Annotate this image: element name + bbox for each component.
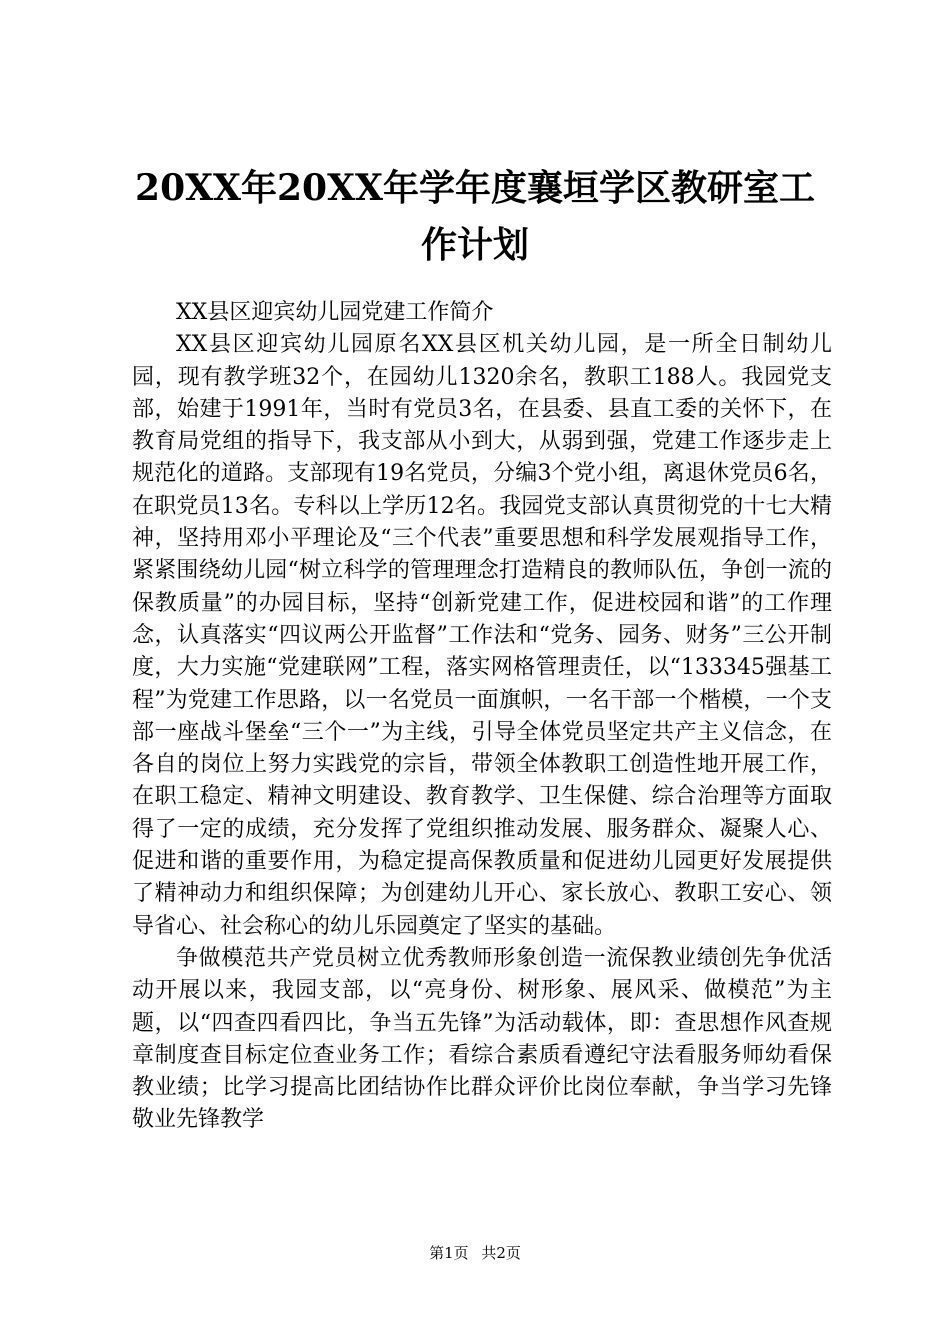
page-number-total: 共2页 [481,1244,521,1262]
document-body [132,297,832,1137]
paragraph-activities: 争做模范共产党员树立优秀教师形象创造一流保教业绩创先争优活动开展以来，我园支部，以“亮身份、树形象、展风采、做模范”为主题，以“四查四看四比，争当五先锋”为活动载体，即：查思想作风查规章制度查目标定位查业务工作；看综合素质看遵纪守法看服务师幼看保教业绩；比学习提高比团结协作比群众评价比岗位奉献，争当学习先锋敬业先锋教学 [132,945,832,1133]
paragraph-intro: XX县区迎宾幼儿园原名XX县区机关幼儿园，是一所全日制幼儿园，现有教学班32个，在园幼儿1320余名，教职工188人。我园党支部，始建于1991年，当时有党员3名，在县委、县直工委的关怀下，在教育局党组的指导下，我支部从小到大，从弱到强，党建工作逐步走上规范化的道路。支部现有19名党员，分编3个党小组，离退休党员6名，在职党员13名。专科以上学历12名。我园党支部认真贯彻党的十七大精神，坚持用邓小平理论及“三个代表”重要思想和科学发展观指导工作，紧紧围绕幼儿园“树立科学的管理理念打造精良的教师队伍，争创一流的保教质量”的办园目标，坚持“创新党建工作，促进校园和谐”的工作理念，认真落实“四议两公开监督”工作法和“党务、园务、财务”三公开制度，大力实施“党建联网”工程，落实网格管理责任，以“133345强基工程”为党建工作思路，以一名党员一面旗帜，一名干部一个楷模，一个支部一座战斗堡垒“三个一”为主线，引导全体党员坚定共产主义信念，在各自的岗位上努力实践党的宗旨，带领全体教职工创造性地开展工作，在职工稳定、精神文明建设、教育教学、卫生保健、综合治理等方面取得了一定的成绩，充分发挥了党组织推动发展、服务群众、凝聚人心、促进和谐的重要作用，为稳定提高保教质量和促进幼儿园更好发展提供了精神动力和组织保障；为创建幼儿开心、家长放心、教职工安心、领导省心、社会称心的幼儿乐园奠定了坚实的基础。 [132,332,832,939]
page-number-current: 第1页 [429,1244,469,1262]
document-title: 20XX年20XX年学年度襄垣学区教研室工作计划 [135,167,815,266]
paragraph-heading: XX县区迎宾幼儿园党建工作简介 [176,300,494,325]
page-footer [0,1243,950,1263]
